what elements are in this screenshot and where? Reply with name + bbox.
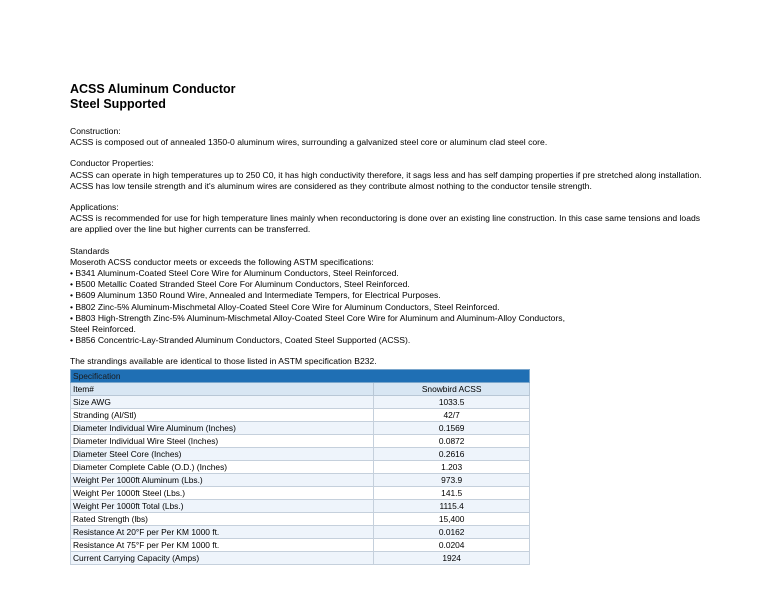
- properties-section: [70, 158, 710, 192]
- document-title: [70, 82, 710, 112]
- table-header-row: [71, 383, 530, 396]
- standards-section: [70, 246, 710, 347]
- table-row: [71, 552, 530, 565]
- standards-item: • B802 Zinc-5% Aluminum-Mischmetal Alloy-Coated Steel Core Wire for Aluminum Conductors, Steel Reinforced.: [70, 301, 500, 312]
- table-row: [71, 422, 530, 435]
- applications-text: ACSS is recommended for use for high temperature lines mainly when reconductoring is done over an existing line construction. In this case same tensions and loads are applied over the line but higher currents can be transferred.: [70, 213, 701, 235]
- construction-section: [70, 126, 710, 148]
- table-row: [71, 474, 530, 487]
- document-page: [70, 82, 710, 565]
- standards-item: • B803 High-Strength Zinc-5% Aluminum-Mischmetal Alloy-Coated Steel Core Wire for Aluminum and Aluminum-Alloy Conductors, Steel Reinforced.: [70, 312, 565, 335]
- table-row: [71, 487, 530, 500]
- header-product: Snowbird ACSS: [374, 383, 530, 396]
- table-row: [71, 396, 530, 409]
- table-row: [71, 461, 530, 474]
- row-value: 141.5: [374, 487, 530, 500]
- row-value: 0.2616: [374, 448, 530, 461]
- standards-item: • B856 Concentric-Lay-Stranded Aluminum Conductors, Coated Steel Supported (ACSS).: [70, 335, 411, 346]
- row-value: 15,400: [374, 513, 530, 526]
- table-row: [71, 539, 530, 552]
- table-row: [71, 435, 530, 448]
- row-value: 0.0162: [374, 526, 530, 539]
- construction-heading: Construction:: [70, 126, 121, 136]
- row-label: Weight Per 1000ft Steel (Lbs.): [71, 487, 374, 500]
- standards-heading: Standards: [70, 245, 110, 256]
- row-label: Diameter Individual Wire Steel (Inches): [71, 435, 374, 448]
- row-label: Weight Per 1000ft Total (Lbs.): [71, 500, 374, 513]
- standards-intro: Moseroth ACSS conductor meets or exceeds the following ASTM specifications:: [70, 256, 374, 267]
- properties-text: ACSS can operate in high temperatures up to 250 C0, it has high conductivity therefore, it sags less and has self damping properties if pre stretched along installation. ACSS has low tensile strength and it's aluminum wires are considered as they contribute almost nothing to the conductor tensile strength.: [70, 169, 702, 191]
- header-item: Item#: [71, 383, 374, 396]
- applications-heading: Applications:: [70, 202, 119, 213]
- row-value: 42/7: [374, 409, 530, 422]
- applications-section: [70, 202, 710, 236]
- row-label: Resistance At 20°F per Per KM 1000 ft.: [71, 526, 374, 539]
- row-label: Stranding (Al/Stl): [71, 409, 374, 422]
- strandings-note: The strandings available are identical to those listed in ASTM specification B232.: [70, 356, 377, 367]
- title-line-2: Steel Supported: [70, 97, 166, 111]
- row-label: Diameter Steel Core (Inches): [71, 448, 374, 461]
- table-row: [71, 448, 530, 461]
- row-label: Rated Strength (lbs): [71, 513, 374, 526]
- standards-item: • B609 Aluminum 1350 Round Wire, Annealed and Intermediate Tempers, for Electrical Purposes.: [70, 290, 441, 301]
- row-value: 0.0204: [374, 539, 530, 552]
- properties-heading: Conductor Properties:: [70, 158, 154, 169]
- table-row: [71, 500, 530, 513]
- standards-list: [70, 268, 710, 346]
- construction-text: ACSS is composed out of annealed 1350-0 aluminum wires, surrounding a galvanized steel core or aluminum clad steel core.: [70, 137, 548, 148]
- table-banner-row: [71, 370, 530, 383]
- row-label: Weight Per 1000ft Aluminum (Lbs.): [71, 474, 374, 487]
- standards-item: • B500 Metallic Coated Stranded Steel Core For Aluminum Conductors, Steel Reinforced.: [70, 279, 410, 290]
- table-row: [71, 409, 530, 422]
- row-label: Resistance At 75°F per Per KM 1000 ft.: [71, 539, 374, 552]
- row-label: Diameter Individual Wire Aluminum (Inches): [71, 422, 374, 435]
- row-label: Size AWG: [71, 396, 374, 409]
- row-value: 1115.4: [374, 500, 530, 513]
- table-banner: Specification: [71, 370, 530, 383]
- row-value: 1.203: [374, 461, 530, 474]
- specification-table: [70, 369, 530, 565]
- row-value: 973.9: [374, 474, 530, 487]
- standards-item: • B341 Aluminum-Coated Steel Core Wire for Aluminum Conductors, Steel Reinforced.: [70, 268, 399, 279]
- row-value: 1924: [374, 552, 530, 565]
- row-value: 1033.5: [374, 396, 530, 409]
- row-value: 0.1569: [374, 422, 530, 435]
- title-line-1: ACSS Aluminum Conductor: [70, 82, 236, 96]
- table-row: [71, 513, 530, 526]
- row-label: Diameter Complete Cable (O.D.) (Inches): [71, 461, 374, 474]
- table-row: [71, 526, 530, 539]
- row-value: 0.0872: [374, 435, 530, 448]
- row-label: Current Carrying Capacity (Amps): [71, 552, 374, 565]
